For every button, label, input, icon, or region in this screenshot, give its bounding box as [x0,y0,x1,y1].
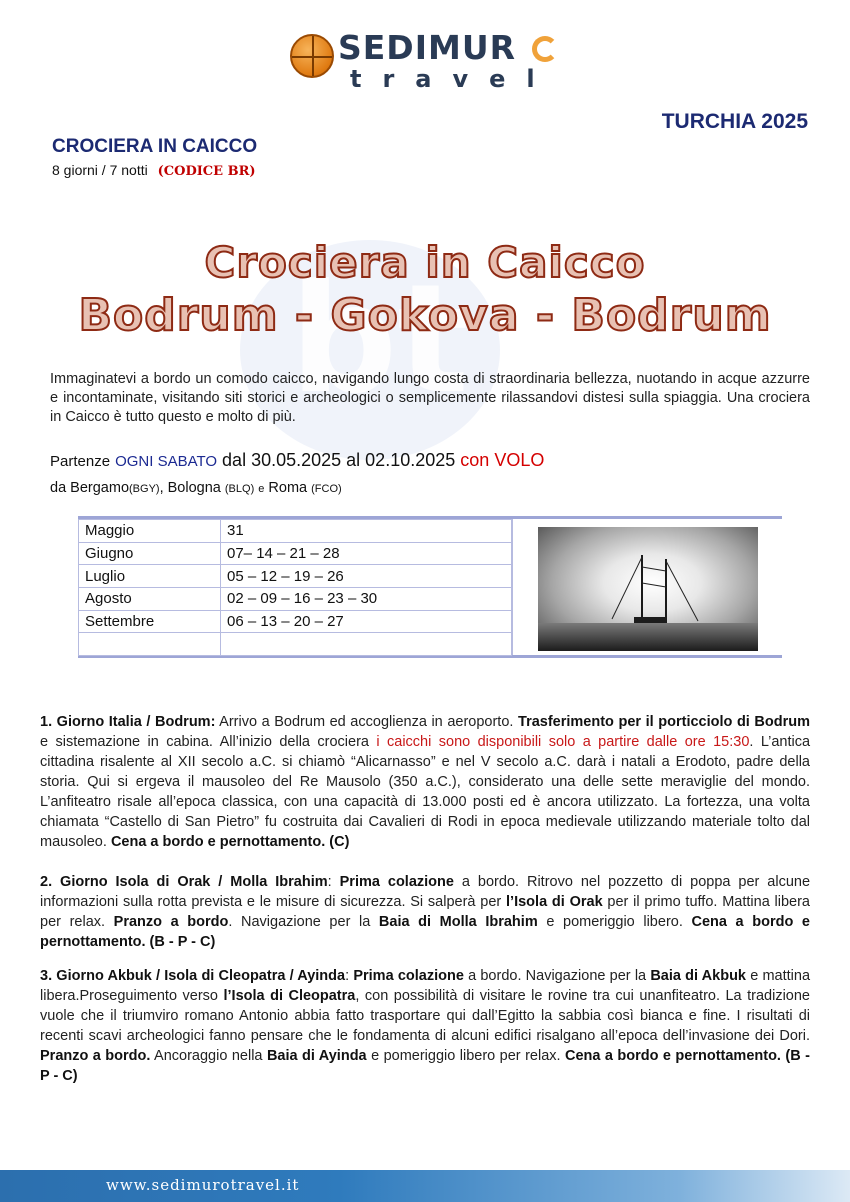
itinerary-day-2 [40,872,810,952]
departures-label: Partenze [50,453,111,470]
day-text: : [327,874,340,890]
day-highlight: l’Isola di Cleopatra [223,988,356,1004]
photo-cell [512,519,782,655]
table-row [79,633,512,656]
day-text: : [345,968,354,984]
departure-cities: da Bergamo(BGY), Bologna (BLQ) e Roma (FCO) [50,480,342,496]
days-cell: 05 – 12 – 19 – 26 [221,565,512,588]
day-text: Ancoraggio nella [150,1048,267,1064]
sailboat-photo [538,527,758,651]
day-text: a bordo. Navigazione per la [463,968,651,984]
day-warning: i caicchi sono disponibili solo a partire dalle ore 15:30 [376,734,750,750]
month-cell: Agosto [79,588,221,611]
headline-line-1: Crociera in Caicco [204,238,646,287]
table-row [79,565,512,588]
month-cell: Luglio [79,565,221,588]
table-row [79,588,512,611]
day-text: , con possibilità di visitare le rovine tra cui unanfiteatro. La tradizione vuole che il triumviro romano Antonio abbia fatto trasportare qui dall’Egitto la sabbia così bianca e fine. I risultati di recenti scavi archeologici fanno pensare che le fondamenta di alcuni edifici risalgano all’epoca dell’invasione dei Dori. [40,988,810,1044]
month-cell: Maggio [79,520,221,543]
days-cell: 31 [221,520,512,543]
day-highlight: Baia di Molla Ibrahim [378,914,538,930]
city-code: (BGY) [129,483,160,495]
days-cell: 02 – 09 – 16 – 23 – 30 [221,588,512,611]
table-row [79,542,512,565]
days-cell: 06 – 13 – 20 – 27 [221,610,512,633]
website-link[interactable]: www.sedimurotravel.it [106,1176,300,1194]
day-title: 2. Giorno Isola di Orak / Molla Ibrahim [40,874,328,890]
headline-line-2: Bodrum - Gokova - Bodrum [78,290,772,341]
logo-ring-icon [532,36,558,62]
watermark-logo: bt [290,253,470,427]
itinerary-day-1 [40,712,810,852]
day-meals: Cena a bordo e pernottamento. (B - P - C) [40,1048,810,1084]
join-word: e [258,483,265,495]
day-text: per il primo tuffo. Mattina libera per relax. [40,894,811,930]
day-highlight: Baia di Akbuk [650,968,746,984]
day-text: a bordo. Ritrovo nel pozzetto di poppa per alcune informazioni sulla rotta prevista e le misure di sicurezza. Si salperà per [40,874,811,910]
day-highlight: Baia di Ayinda [266,1048,367,1064]
from-label: da [50,480,67,496]
table-row [79,520,512,543]
month-cell [79,633,221,656]
departure-calendar [78,516,782,658]
day-highlight: Pranzo a bordo. [40,1048,151,1064]
intro-paragraph: Immaginatevi a bordo un comodo caicco, navigando lungo costa di straordinaria bellezza, nuotando in acque azzurre e incontaminate, visitando siti storici e archeologici o semplicemente rilassandovi distesi sulla spiaggia. Una crociera in Caicco è tutto questo e molto di più. [50,371,810,425]
day-text: e pomeriggio libero per relax. [366,1048,565,1064]
day-highlight: Prima colazione [353,968,464,984]
globe-icon [290,34,334,78]
day-text: e pomeriggio libero. [537,914,692,930]
day-title: 1. Giorno Italia / Bodrum: [40,714,216,730]
day-highlight: Prima colazione [339,874,454,890]
itinerary-day-3 [40,966,810,1086]
day-meals: Cena a bordo e pernottamento. (C) [110,834,350,850]
days-cell: 07– 14 – 21 – 28 [221,542,512,565]
logo-subtitle: travel [350,65,556,93]
day-text: Arrivo a Bodrum ed accoglienza in aeroporto. [215,714,519,730]
day-text: e sistemazione in cabina. All’inizio della crociera [40,734,377,750]
city-name: Roma [268,480,308,496]
day-meals: Cena a bordo e pernottamento. (B - P - C) [40,914,810,950]
product-duration-line [52,162,256,179]
product-duration: 8 giorni / 7 notti [52,162,148,178]
city-code: (BLQ) [224,483,255,495]
day-text: e mattina libera.Proseguimento verso [40,968,811,1004]
footer-bar [0,1170,850,1202]
day-highlight: Pranzo a bordo [113,914,229,930]
country-year-heading: TURCHIA 2025 [661,110,808,133]
departures-period: dal 30.05.2025 al 02.10.2025 [222,450,456,470]
month-cell: Settembre [79,610,221,633]
day-highlight: l’Isola di Orak [506,894,603,910]
table-row [79,610,512,633]
departures-with: con [460,450,490,470]
city-code: (FCO) [311,483,342,495]
days-cell [221,633,512,656]
product-code: (CODICE BR) [157,164,256,179]
logo-wordmark: SEDIMUR [338,28,517,67]
sea [538,623,758,651]
departure-table [78,519,512,656]
day-title: 3. Giorno Akbuk / Isola di Cleopatra / Ayinda [40,968,346,984]
departures-frequency: OGNI SABATO [115,453,218,470]
departures-transport: VOLO [494,450,545,470]
day-text: . L’antica cittadina risalente al XII secolo a.C. si chiamò “Alicarnasso” e nel V secolo a.C. darà i natali a Erodoto, padre della storia. Qui si ergeva il mausoleo del Re Mausolo (350 a.C.), considerato una delle sette meraviglie del mondo. L’anfiteatro risale all’epoca classica, con una capacità di 13.000 posti ed è ancora utilizzato. La fortezza, una volta chiamata “Castello di San Pietro” fu costruita dai Cavalieri di Rodi in epoca medievale utilizzando materiale tolto dal mausoleo. [40,734,811,850]
month-cell: Giugno [79,542,221,565]
departures-line [50,450,544,471]
city-name: Bologna [167,480,221,496]
city-name: Bergamo [70,480,130,496]
day-text: . Navigazione per la [228,914,379,930]
company-logo [290,28,590,93]
product-title: CROCIERA IN CAICCO [52,136,258,157]
day-highlight: Trasferimento per il porticciolo di Bodrum [518,714,810,730]
